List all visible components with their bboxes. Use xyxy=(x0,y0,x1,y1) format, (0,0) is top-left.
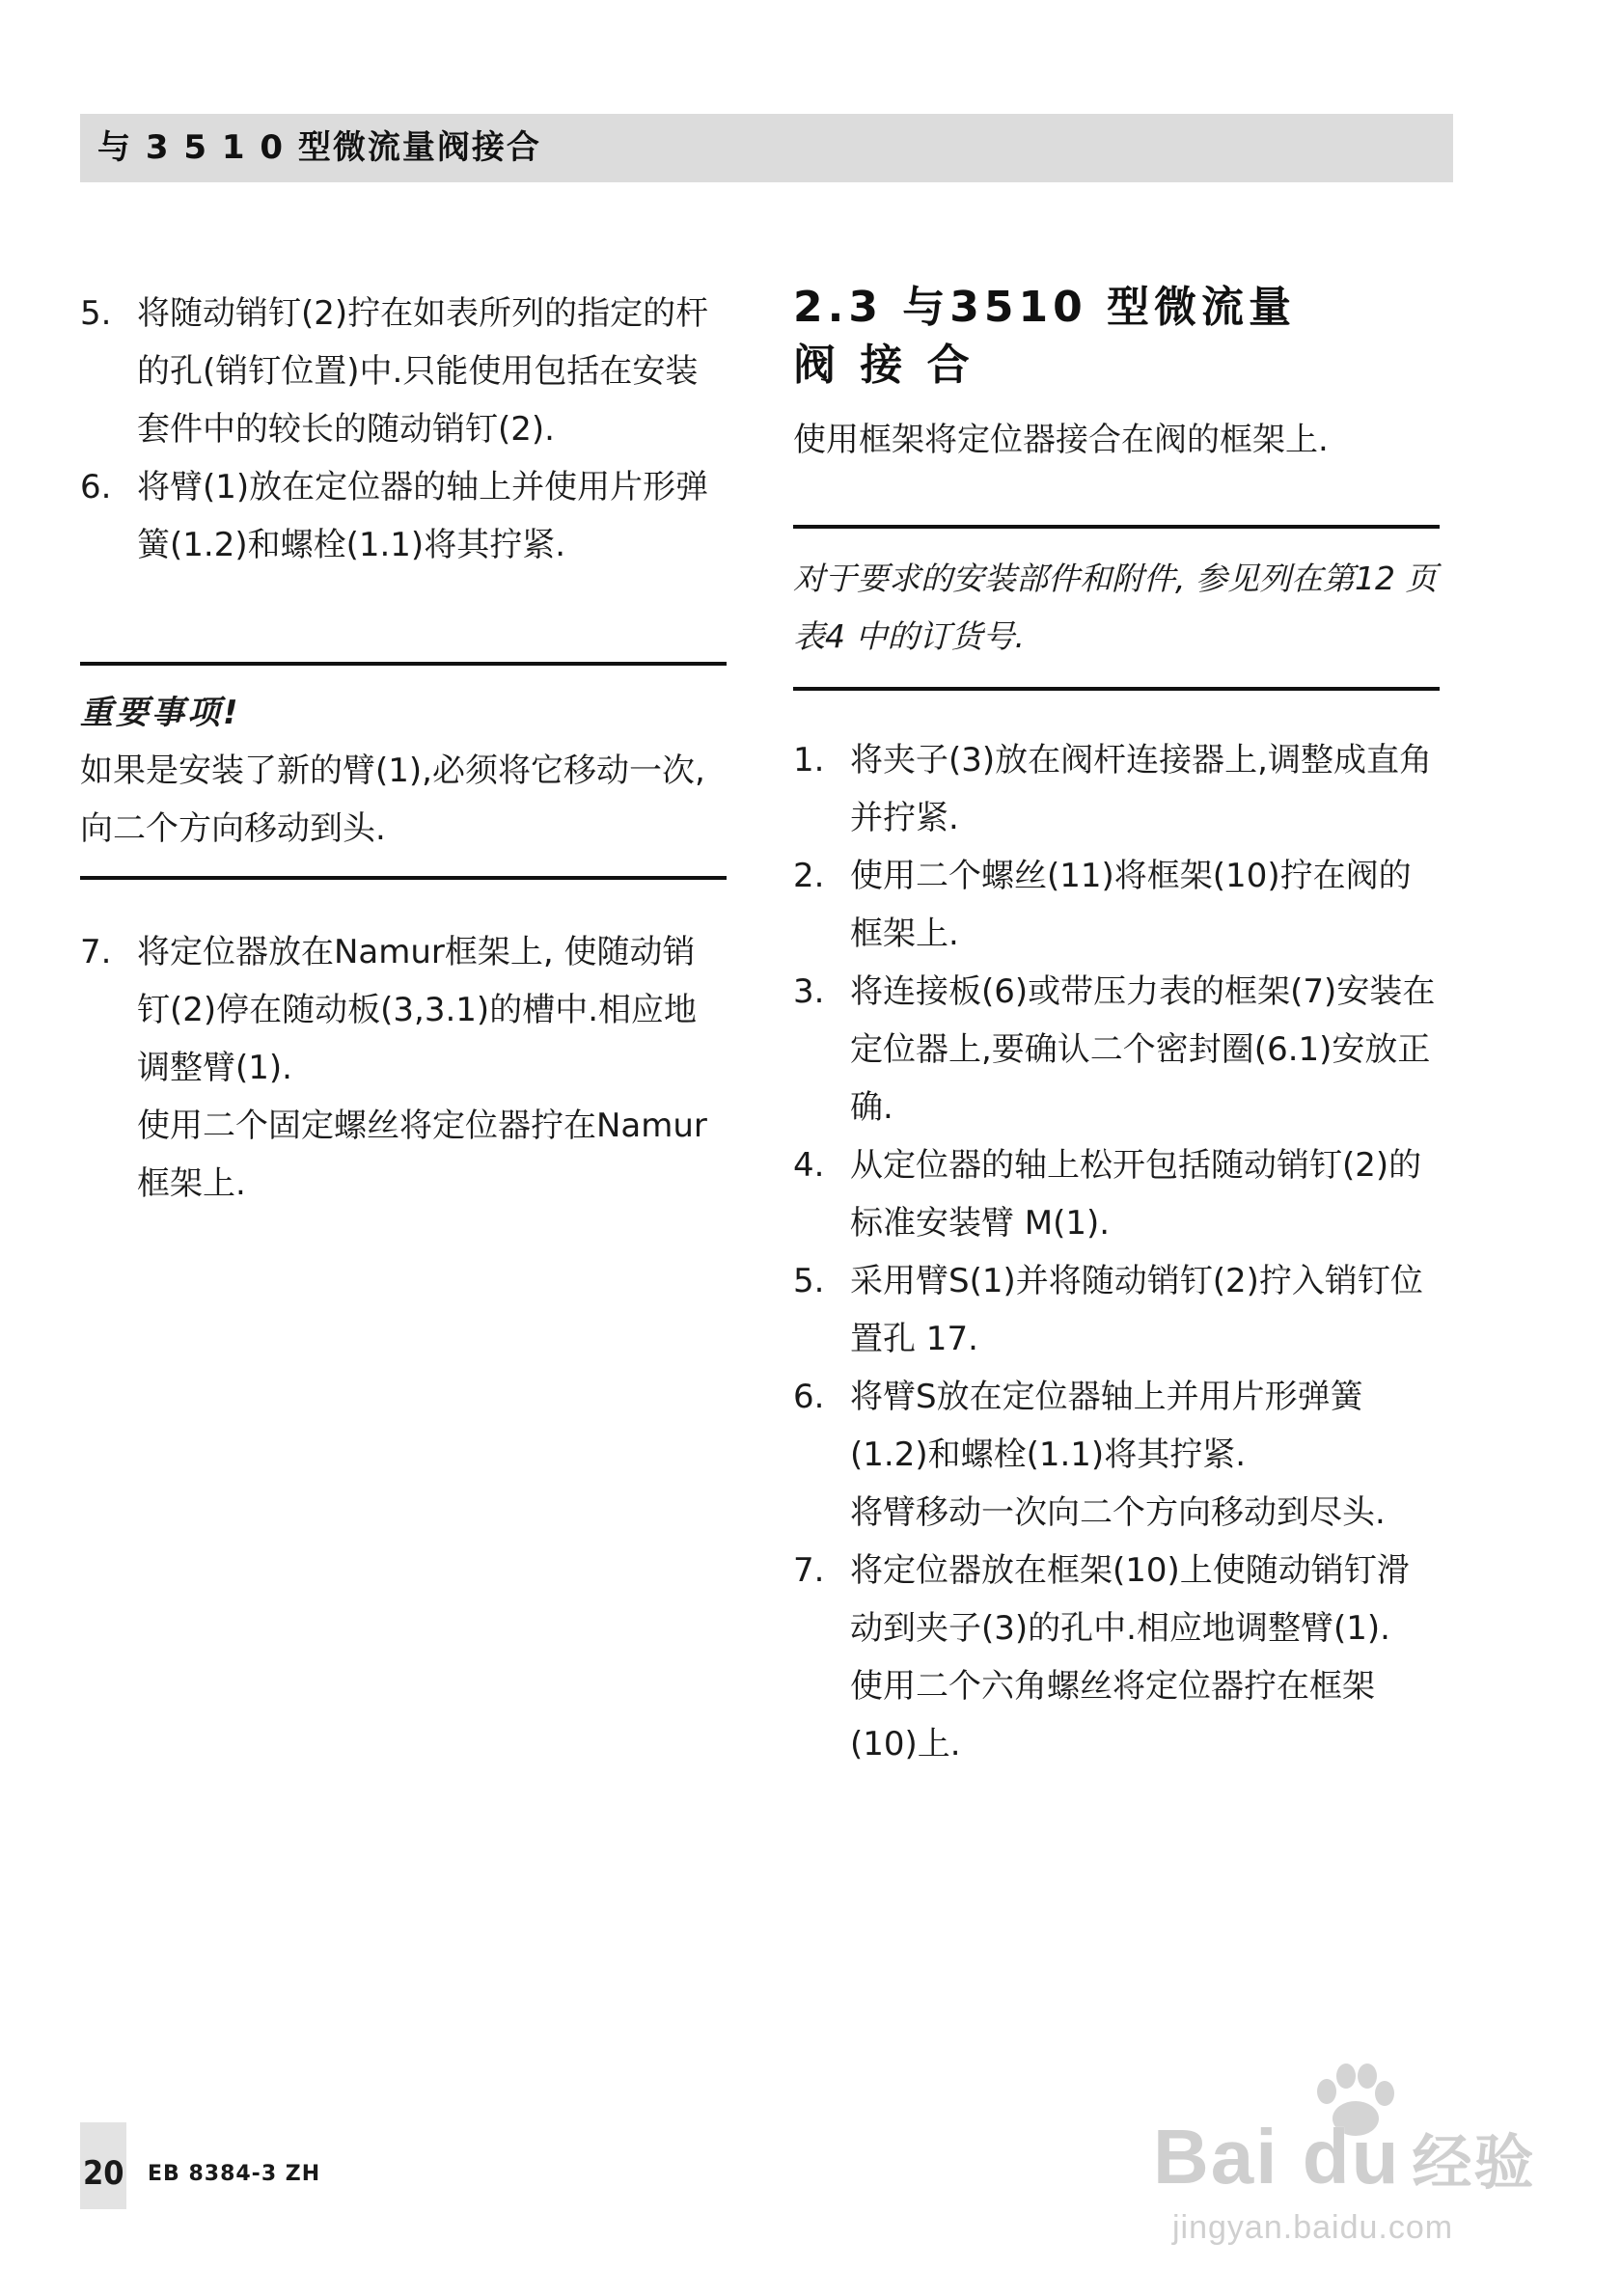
step-text: 从定位器的轴上松开包括随动销钉(2)的标准安装臂 M(1). xyxy=(850,1146,1422,1243)
watermark-tag: 经验 xyxy=(1412,2130,1536,2197)
step-number: 4. xyxy=(793,1146,825,1185)
step-number: 2. xyxy=(793,857,825,895)
step-number: 5. xyxy=(793,1262,825,1300)
parts-reference-note: 对于要求的安装部件和附件, 参见列在第12 页表4 中的订货号. xyxy=(793,560,1438,655)
note-body: 如果是安装了新的臂(1),必须将它移动一次,向二个方向移动到头. xyxy=(80,752,705,848)
section-header-band xyxy=(80,114,1453,182)
note-top-rule xyxy=(80,662,727,666)
step-text: 将定位器放在框架(10)上使随动销钉滑动到夹子(3)的孔中.相应地调整臂(1). xyxy=(850,1551,1410,1648)
step-number: 6. xyxy=(793,1378,825,1416)
note-title: 重要事项! xyxy=(80,694,241,732)
section-heading-line-1: 2.3 与3510 型微流量 xyxy=(793,283,1297,332)
step-text: 将夹子(3)放在阀杆连接器上,调整成直角并拧紧. xyxy=(850,741,1432,837)
list-item xyxy=(793,1136,1440,1252)
step-text: 将臂S放在定位器轴上并用片形弹簧(1.2)和螺栓(1.1)将其拧紧. xyxy=(850,1378,1363,1474)
step-text: 将连接板(6)或带压力表的框架(7)安装在定位器上,要确认二个密封圈(6.1)安放正确. xyxy=(850,972,1436,1127)
list-item xyxy=(793,1252,1440,1368)
step-extra-text: 使用二个六角螺丝将定位器拧在框架(10)上. xyxy=(850,1667,1375,1763)
step-text: 将臂(1)放在定位器的轴上并使用片形弹簧(1.2)和螺栓(1.1)将其拧紧. xyxy=(137,468,709,564)
list-item xyxy=(80,285,727,458)
list-item xyxy=(80,458,727,574)
section-header-title: 与 3 5 1 0 型微流量阀接合 xyxy=(97,128,541,167)
step-number: 5. xyxy=(80,294,112,333)
step-extra-text: 将臂移动一次向二个方向移动到尽头. xyxy=(850,1493,1386,1532)
list-item xyxy=(793,963,1440,1136)
step-text: 采用臂S(1)并将随动销钉(2)拧入销钉位置孔 17. xyxy=(850,1262,1423,1358)
watermark-brand xyxy=(1153,2113,1535,2201)
list-item xyxy=(793,1368,1440,1542)
watermark-brand-text: Bai du xyxy=(1153,2114,1401,2200)
list-item xyxy=(80,923,727,1213)
step-number: 6. xyxy=(80,468,112,506)
list-item xyxy=(793,1542,1440,1773)
step-number: 7. xyxy=(793,1551,825,1590)
step-text: 将随动销钉(2)拧在如表所列的指定的杆的孔(销钉位置)中.只能使用包括在安装套件中的较长的随动销钉(2). xyxy=(137,294,709,449)
list-item xyxy=(793,847,1440,963)
step-number: 7. xyxy=(80,933,112,971)
section-heading-line-2: 阀 接 合 xyxy=(793,341,975,390)
document-code: EB 8384-3 ZH xyxy=(148,2162,321,2186)
note-bottom-rule xyxy=(80,876,727,880)
step-extra-text: 使用二个固定螺丝将定位器拧在Namur框架上. xyxy=(137,1107,707,1203)
section-heading xyxy=(793,279,1440,395)
reference-bottom-rule xyxy=(793,687,1440,691)
watermark-url: jingyan.baidu.com xyxy=(1172,2209,1454,2246)
step-number: 3. xyxy=(793,972,825,1011)
step-text: 使用二个螺丝(11)将框架(10)拧在阀的框架上. xyxy=(850,857,1412,953)
list-item xyxy=(793,731,1440,847)
baidu-watermark xyxy=(1153,2055,1539,2246)
page-number: 20 xyxy=(83,2154,124,2193)
step-text: 将定位器放在Namur框架上, 使随动销钉(2)停在随动板(3,3.1)的槽中.相应地调整臂(1). xyxy=(137,933,698,1087)
reference-top-rule xyxy=(793,525,1440,529)
step-number: 1. xyxy=(793,741,825,779)
section-intro: 使用框架将定位器接合在阀的框架上. xyxy=(793,421,1329,459)
